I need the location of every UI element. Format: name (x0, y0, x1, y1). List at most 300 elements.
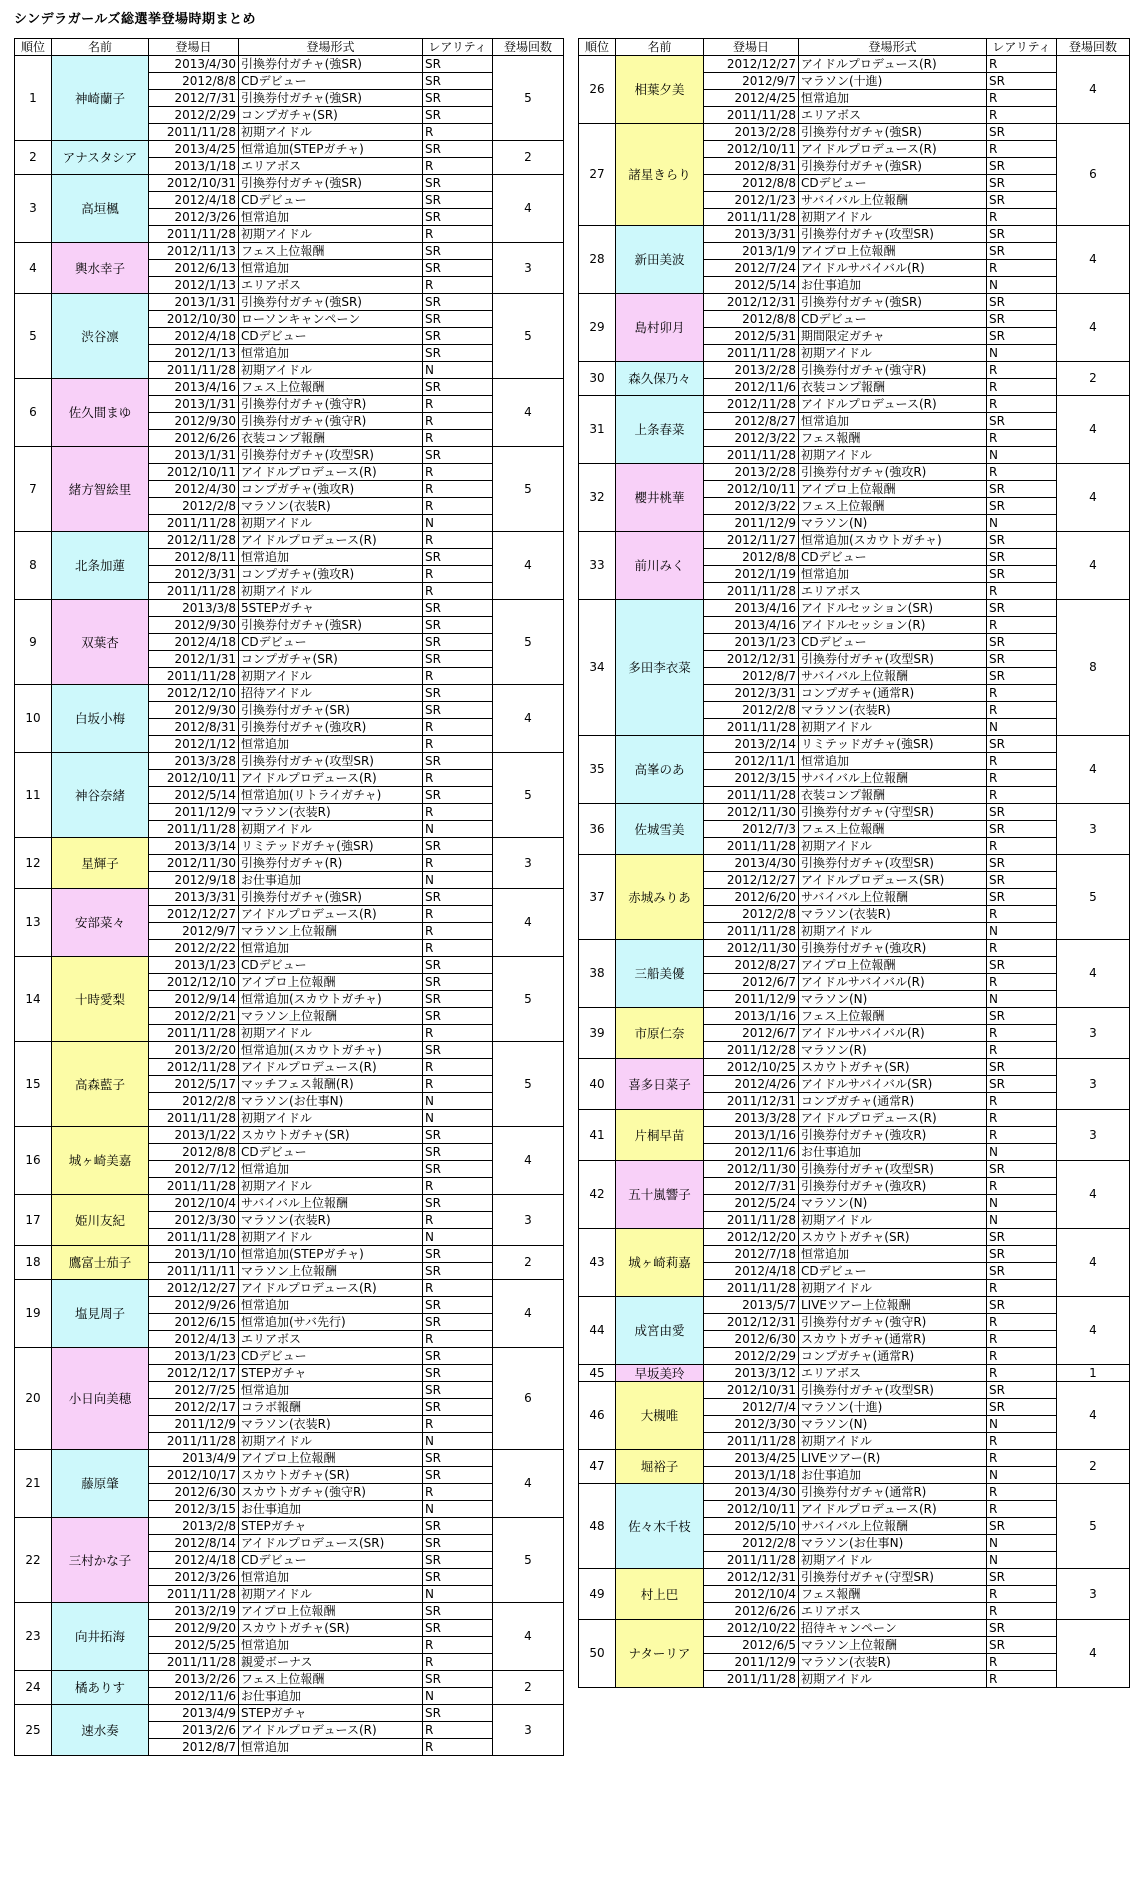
count-cell: 4 (1057, 1382, 1130, 1450)
date-cell: 2012/8/31 (704, 158, 799, 175)
rarity-cell: SR (423, 753, 493, 770)
idol-name-cell: 高森藍子 (52, 1042, 149, 1127)
table-row (15, 1127, 564, 1144)
format-cell: 衣装コンプ報酬 (799, 787, 987, 804)
rarity-cell: R (987, 1178, 1057, 1195)
rarity-cell: R (423, 1212, 493, 1229)
format-cell: CDデビュー (239, 328, 423, 345)
date-cell: 2012/1/13 (149, 345, 239, 362)
rarity-cell: N (423, 515, 493, 532)
format-cell: マラソン(N) (799, 515, 987, 532)
rarity-cell: SR (423, 1144, 493, 1161)
rank-cell: 19 (15, 1280, 52, 1348)
table-row (579, 1297, 1130, 1314)
format-cell: お仕事追加 (799, 1467, 987, 1484)
idol-name-cell: 上条春菜 (616, 396, 704, 464)
format-cell: マラソン(N) (799, 1195, 987, 1212)
rarity-cell: SR (987, 1246, 1057, 1263)
table-row (15, 1671, 564, 1688)
date-cell: 2012/12/31 (704, 294, 799, 311)
header-rarity: レアリティ (423, 39, 493, 56)
format-cell: 初期アイドル (799, 838, 987, 855)
count-cell: 4 (493, 889, 564, 957)
date-cell: 2012/7/24 (704, 260, 799, 277)
date-cell: 2012/8/27 (704, 957, 799, 974)
rarity-cell: SR (423, 107, 493, 124)
format-cell: アイプロ上位報酬 (239, 974, 423, 991)
idol-name-cell: 神崎蘭子 (52, 56, 149, 141)
format-cell: CDデビュー (239, 634, 423, 651)
rank-cell: 37 (579, 855, 616, 940)
format-cell: 恒常追加 (799, 566, 987, 583)
date-cell: 2012/4/13 (149, 1331, 239, 1348)
rarity-cell: SR (423, 56, 493, 73)
rarity-cell: R (987, 838, 1057, 855)
table-row (579, 600, 1130, 617)
count-cell: 4 (493, 1127, 564, 1195)
table-row (15, 1450, 564, 1467)
date-cell: 2012/10/31 (149, 175, 239, 192)
format-cell: 初期アイドル (239, 515, 423, 532)
table-row (579, 1365, 1130, 1382)
format-cell: ローソンキャンペーン (239, 311, 423, 328)
rarity-cell: SR (987, 600, 1057, 617)
count-cell: 3 (1057, 1008, 1130, 1059)
format-cell: マラソン上位報酬 (239, 923, 423, 940)
rarity-cell: R (987, 787, 1057, 804)
rarity-cell: SR (423, 1246, 493, 1263)
rarity-cell: R (987, 1450, 1057, 1467)
rarity-cell: SR (423, 243, 493, 260)
format-cell: アイドルプロデュース(R) (799, 56, 987, 73)
format-cell: アイドルプロデュース(R) (239, 770, 423, 787)
rank-cell: 38 (579, 940, 616, 1008)
rarity-cell: SR (423, 1382, 493, 1399)
table-row (15, 379, 564, 396)
date-cell: 2012/9/20 (149, 1620, 239, 1637)
date-cell: 2012/2/8 (704, 906, 799, 923)
date-cell: 2012/6/5 (704, 1637, 799, 1654)
rarity-cell: R (423, 430, 493, 447)
format-cell: 期間限定ガチャ (799, 328, 987, 345)
rarity-cell: SR (423, 1671, 493, 1688)
rarity-cell: SR (987, 311, 1057, 328)
format-cell: マラソン(衣装R) (239, 498, 423, 515)
count-cell: 3 (1057, 804, 1130, 855)
table-row (15, 1348, 564, 1365)
rarity-cell: SR (423, 1161, 493, 1178)
format-cell: スカウトガチャ(SR) (239, 1620, 423, 1637)
format-cell: マラソン上位報酬 (239, 1008, 423, 1025)
rarity-cell: R (987, 906, 1057, 923)
format-cell: フェス上位報酬 (239, 243, 423, 260)
rarity-cell: R (987, 974, 1057, 991)
format-cell: 恒常追加 (799, 1246, 987, 1263)
date-cell: 2012/2/17 (149, 1399, 239, 1416)
rank-cell: 35 (579, 736, 616, 804)
format-cell: 恒常追加 (239, 1569, 423, 1586)
format-cell: 初期アイドル (239, 1178, 423, 1195)
rarity-cell: SR (423, 1705, 493, 1722)
count-cell: 1 (1057, 1365, 1130, 1382)
format-cell: 恒常追加 (239, 345, 423, 362)
date-cell: 2012/6/26 (149, 430, 239, 447)
rarity-cell: SR (423, 974, 493, 991)
format-cell: CDデビュー (239, 1348, 423, 1365)
date-cell: 2012/9/30 (149, 617, 239, 634)
format-cell: エリアボス (799, 107, 987, 124)
rarity-cell: R (423, 498, 493, 515)
rarity-cell: N (423, 1229, 493, 1246)
idol-name-cell: 諸星きらり (616, 124, 704, 226)
format-cell: 引換券付ガチャ(強攻R) (799, 1127, 987, 1144)
idol-name-cell: 早坂美玲 (616, 1365, 704, 1382)
count-cell: 5 (493, 294, 564, 379)
format-cell: マラソン(N) (799, 1416, 987, 1433)
rarity-cell: SR (423, 260, 493, 277)
rarity-cell: R (423, 396, 493, 413)
table-row (579, 940, 1130, 957)
count-cell: 4 (493, 1603, 564, 1671)
header-count: 登場回数 (1057, 39, 1130, 56)
rarity-cell: R (987, 260, 1057, 277)
date-cell: 2011/11/28 (704, 923, 799, 940)
date-cell: 2013/2/20 (149, 1042, 239, 1059)
format-cell: エリアボス (239, 277, 423, 294)
idol-name-cell: 喜多日菜子 (616, 1059, 704, 1110)
format-cell: コンプガチャ(強攻R) (239, 481, 423, 498)
date-cell: 2013/2/19 (149, 1603, 239, 1620)
date-cell: 2011/12/28 (704, 1042, 799, 1059)
idol-name-cell: 橘ありす (52, 1671, 149, 1705)
date-cell: 2013/1/9 (704, 243, 799, 260)
date-cell: 2011/11/28 (704, 719, 799, 736)
count-cell: 5 (1057, 1484, 1130, 1569)
table-row (15, 294, 564, 311)
date-cell: 2013/1/10 (149, 1246, 239, 1263)
date-cell: 2012/11/6 (149, 1688, 239, 1705)
format-cell: コンプガチャ(通常R) (799, 1093, 987, 1110)
format-cell: 引換券付ガチャ(強守R) (799, 1314, 987, 1331)
rarity-cell: SR (987, 413, 1057, 430)
date-cell: 2012/11/1 (704, 753, 799, 770)
rarity-cell: SR (987, 226, 1057, 243)
count-cell: 2 (493, 1671, 564, 1705)
format-cell: マラソン(衣装R) (239, 1212, 423, 1229)
date-cell: 2012/10/11 (149, 464, 239, 481)
date-cell: 2011/11/28 (704, 1671, 799, 1688)
rarity-cell: SR (987, 1382, 1057, 1399)
rarity-cell: R (423, 1059, 493, 1076)
date-cell: 2012/10/11 (704, 141, 799, 158)
rarity-cell: R (423, 413, 493, 430)
format-cell: コンプガチャ(SR) (239, 651, 423, 668)
format-cell: サバイバル上位報酬 (239, 1195, 423, 1212)
rarity-cell: R (423, 124, 493, 141)
format-cell: リミテッドガチャ(強SR) (239, 838, 423, 855)
table-row (15, 1603, 564, 1620)
rank-cell: 29 (579, 294, 616, 362)
date-cell: 2012/11/28 (149, 1059, 239, 1076)
table-row (579, 1450, 1130, 1467)
date-cell: 2012/2/29 (704, 1348, 799, 1365)
rarity-cell: R (987, 1501, 1057, 1518)
rarity-cell: N (987, 719, 1057, 736)
format-cell: マラソン(十進) (799, 73, 987, 90)
date-cell: 2012/11/30 (704, 804, 799, 821)
format-cell: CDデビュー (239, 73, 423, 90)
format-cell: 引換券付ガチャ(強SR) (239, 90, 423, 107)
rarity-cell: R (987, 1348, 1057, 1365)
table-row (579, 532, 1130, 549)
rank-cell: 47 (579, 1450, 616, 1484)
rarity-cell: R (987, 430, 1057, 447)
rarity-cell: R (423, 1654, 493, 1671)
idol-name-cell: 双葉杏 (52, 600, 149, 685)
format-cell: 衣装コンプ報酬 (239, 430, 423, 447)
count-cell: 4 (1057, 532, 1130, 600)
idol-name-cell: 姫川友紀 (52, 1195, 149, 1246)
rarity-cell: N (987, 1195, 1057, 1212)
date-cell: 2012/12/10 (149, 685, 239, 702)
format-cell: アイドルプロデュース(R) (799, 1110, 987, 1127)
date-cell: 2012/1/12 (149, 736, 239, 753)
date-cell: 2011/11/28 (149, 821, 239, 838)
rank-cell: 42 (579, 1161, 616, 1229)
date-cell: 2012/12/31 (704, 651, 799, 668)
format-cell: 初期アイドル (239, 226, 423, 243)
rarity-cell: SR (987, 1229, 1057, 1246)
format-cell: 初期アイドル (239, 1586, 423, 1603)
date-cell: 2012/4/30 (149, 481, 239, 498)
ranking-table-left (14, 38, 564, 1756)
rarity-cell: R (423, 532, 493, 549)
format-cell: マラソン(R) (799, 1042, 987, 1059)
date-cell: 2012/7/25 (149, 1382, 239, 1399)
rarity-cell: SR (423, 328, 493, 345)
rank-cell: 49 (579, 1569, 616, 1620)
rarity-cell: N (987, 277, 1057, 294)
idol-name-cell: 市原仁奈 (616, 1008, 704, 1059)
format-cell: サバイバル上位報酬 (799, 770, 987, 787)
format-cell: 初期アイドル (799, 1671, 987, 1688)
rarity-cell: SR (423, 447, 493, 464)
format-cell: 招待アイドル (239, 685, 423, 702)
idol-name-cell: 渋谷凛 (52, 294, 149, 379)
format-cell: アイドルプロデュース(R) (239, 532, 423, 549)
idol-name-cell: 村上巴 (616, 1569, 704, 1620)
rarity-cell: R (423, 1416, 493, 1433)
count-cell: 3 (493, 838, 564, 889)
date-cell: 2013/4/16 (149, 379, 239, 396)
format-cell: 引換券付ガチャ(強守R) (239, 396, 423, 413)
format-cell: マラソン(衣装R) (799, 702, 987, 719)
rarity-cell: SR (423, 1008, 493, 1025)
date-cell: 2013/2/28 (704, 464, 799, 481)
format-cell: フェス上位報酬 (799, 821, 987, 838)
table-row (15, 889, 564, 906)
date-cell: 2011/12/9 (149, 804, 239, 821)
table-row (579, 1161, 1130, 1178)
rarity-cell: SR (423, 141, 493, 158)
count-cell: 4 (1057, 1620, 1130, 1688)
format-cell: 初期アイドル (239, 1229, 423, 1246)
date-cell: 2012/11/6 (704, 1144, 799, 1161)
count-cell: 6 (1057, 124, 1130, 226)
rarity-cell: SR (423, 1314, 493, 1331)
count-cell: 4 (493, 1450, 564, 1518)
rarity-cell: SR (423, 600, 493, 617)
rarity-cell: R (987, 1093, 1057, 1110)
header-name: 名前 (616, 39, 704, 56)
format-cell: サバイバル上位報酬 (799, 668, 987, 685)
date-cell: 2012/3/22 (704, 498, 799, 515)
date-cell: 2012/12/10 (149, 974, 239, 991)
rank-cell: 45 (579, 1365, 616, 1382)
count-cell: 3 (1057, 1110, 1130, 1161)
format-cell: スカウトガチャ(通常R) (799, 1331, 987, 1348)
rarity-cell: SR (987, 1297, 1057, 1314)
date-cell: 2013/3/8 (149, 600, 239, 617)
format-cell: 引換券付ガチャ(強SR) (799, 294, 987, 311)
rarity-cell: SR (987, 1620, 1057, 1637)
rarity-cell: SR (987, 804, 1057, 821)
rarity-cell: N (423, 1688, 493, 1705)
date-cell: 2011/11/28 (149, 1178, 239, 1195)
rank-cell: 40 (579, 1059, 616, 1110)
table-row (579, 294, 1130, 311)
date-cell: 2013/1/31 (149, 447, 239, 464)
table-row (579, 736, 1130, 753)
format-cell: 引換券付ガチャ(守型SR) (799, 804, 987, 821)
rarity-cell: N (423, 1433, 493, 1450)
format-cell: STEPガチャ (239, 1365, 423, 1382)
table-row (15, 753, 564, 770)
rarity-cell: SR (423, 957, 493, 974)
format-cell: エリアボス (239, 1331, 423, 1348)
rarity-cell: R (987, 362, 1057, 379)
date-cell: 2012/6/7 (704, 974, 799, 991)
rank-cell: 24 (15, 1671, 52, 1705)
date-cell: 2012/10/11 (149, 770, 239, 787)
date-cell: 2012/2/8 (149, 1093, 239, 1110)
table-row (15, 838, 564, 855)
rarity-cell: SR (423, 1518, 493, 1535)
rarity-cell: SR (423, 787, 493, 804)
rarity-cell: SR (987, 872, 1057, 889)
rarity-cell: N (423, 1093, 493, 1110)
date-cell: 2012/2/8 (704, 1535, 799, 1552)
rank-cell: 15 (15, 1042, 52, 1127)
format-cell: お仕事追加 (799, 277, 987, 294)
rarity-cell: SR (423, 685, 493, 702)
rarity-cell: SR (423, 1042, 493, 1059)
date-cell: 2012/6/20 (704, 889, 799, 906)
date-cell: 2013/1/18 (704, 1467, 799, 1484)
idol-name-cell: 大槻唯 (616, 1382, 704, 1450)
date-cell: 2011/11/28 (149, 362, 239, 379)
header-rank: 順位 (15, 39, 52, 56)
date-cell: 2011/11/28 (149, 1025, 239, 1042)
rank-cell: 28 (579, 226, 616, 294)
rarity-cell: SR (423, 549, 493, 566)
rarity-cell: SR (987, 124, 1057, 141)
format-cell: アイドルサバイバル(R) (799, 1025, 987, 1042)
format-cell: 恒常追加 (799, 90, 987, 107)
count-cell: 4 (493, 1280, 564, 1348)
idol-name-cell: 相葉夕美 (616, 56, 704, 124)
rarity-cell: R (423, 855, 493, 872)
rarity-cell: SR (423, 73, 493, 90)
date-cell: 2011/11/28 (704, 447, 799, 464)
date-cell: 2012/7/4 (704, 1399, 799, 1416)
format-cell: 恒常追加 (239, 549, 423, 566)
format-cell: 引換券付ガチャ(攻型SR) (799, 1382, 987, 1399)
rarity-cell: R (987, 583, 1057, 600)
date-cell: 2011/11/28 (149, 1433, 239, 1450)
format-cell: CDデビュー (239, 1144, 423, 1161)
date-cell: 2012/12/31 (704, 1569, 799, 1586)
format-cell: スカウトガチャ(SR) (239, 1467, 423, 1484)
table-row (15, 1280, 564, 1297)
format-cell: アイドルプロデュース(SR) (799, 872, 987, 889)
count-cell: 3 (1057, 1569, 1130, 1620)
rarity-cell: R (987, 940, 1057, 957)
idol-name-cell: 三船美優 (616, 940, 704, 1008)
rarity-cell: R (987, 1586, 1057, 1603)
rarity-cell: SR (423, 617, 493, 634)
rarity-cell: R (987, 396, 1057, 413)
rarity-cell: N (987, 1416, 1057, 1433)
rank-cell: 5 (15, 294, 52, 379)
format-cell: 恒常追加 (239, 1739, 423, 1756)
date-cell: 2012/2/29 (149, 107, 239, 124)
format-cell: フェス報酬 (799, 1586, 987, 1603)
format-cell: 引換券付ガチャ(強守R) (799, 362, 987, 379)
rarity-cell: SR (423, 175, 493, 192)
rarity-cell: R (987, 1314, 1057, 1331)
rarity-cell: R (987, 702, 1057, 719)
rarity-cell: R (987, 753, 1057, 770)
date-cell: 2012/1/31 (149, 651, 239, 668)
header-name: 名前 (52, 39, 149, 56)
date-cell: 2012/9/30 (149, 702, 239, 719)
rank-cell: 39 (579, 1008, 616, 1059)
rarity-cell: R (987, 1127, 1057, 1144)
date-cell: 2012/11/28 (704, 396, 799, 413)
format-cell: お仕事追加 (239, 872, 423, 889)
date-cell: 2011/11/28 (149, 1229, 239, 1246)
date-cell: 2012/3/22 (704, 430, 799, 447)
rarity-cell: R (987, 379, 1057, 396)
rank-cell: 13 (15, 889, 52, 957)
format-cell: CDデビュー (239, 957, 423, 974)
format-cell: マラソン(お仕事N) (239, 1093, 423, 1110)
format-cell: 引換券付ガチャ(攻型SR) (799, 226, 987, 243)
rank-cell: 10 (15, 685, 52, 753)
rank-cell: 9 (15, 600, 52, 685)
rarity-cell: R (423, 566, 493, 583)
page-title: シンデラガールズ総選挙登場時期まとめ (14, 12, 257, 27)
date-cell: 2012/6/26 (704, 1603, 799, 1620)
table-row (579, 362, 1130, 379)
date-cell: 2012/9/7 (704, 73, 799, 90)
idol-name-cell: 藤原肇 (52, 1450, 149, 1518)
rarity-cell: R (423, 736, 493, 753)
date-cell: 2012/10/25 (704, 1059, 799, 1076)
rank-cell: 21 (15, 1450, 52, 1518)
date-cell: 2011/11/28 (149, 515, 239, 532)
